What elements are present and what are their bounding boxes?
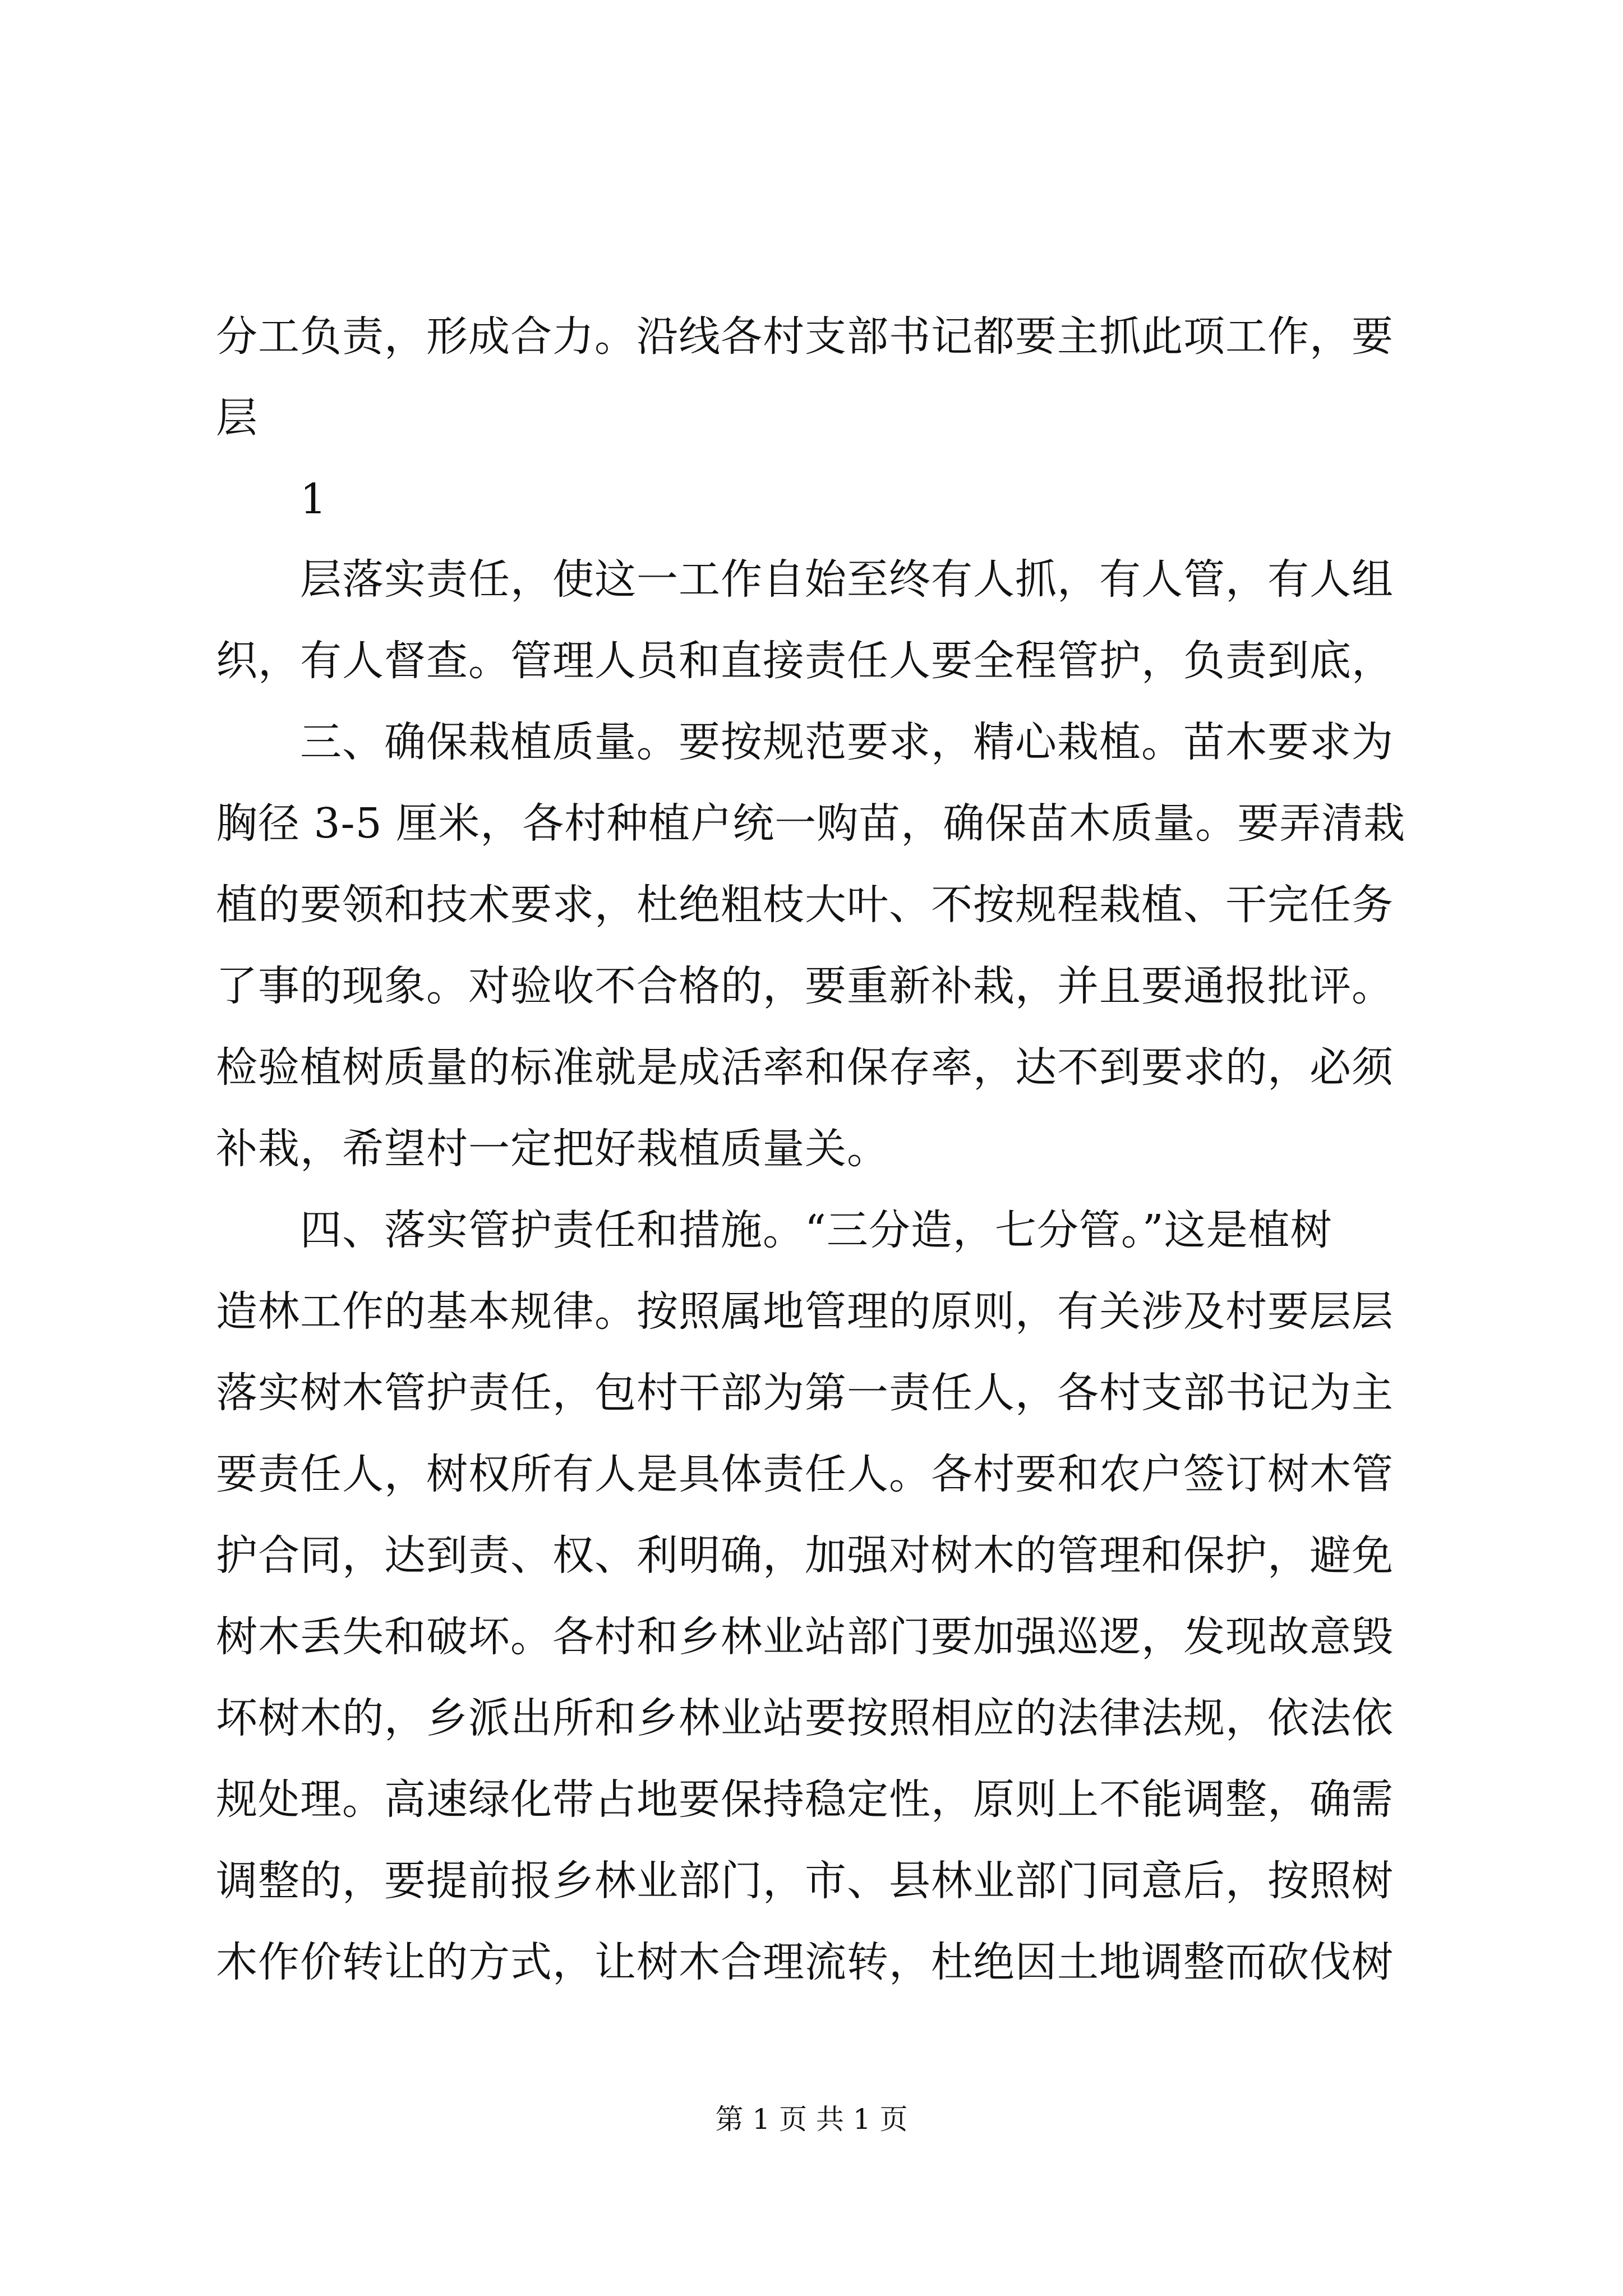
body-line-8: 了事的现象。对验收不合格的，要重新补栽，并且要通报批评。 [216, 962, 1394, 1010]
body-line-6: 胸径 3-5 厘米，各村种植户统一购苗，确保苗木质量。要弄清栽 [216, 799, 1406, 848]
body-line-7: 植的要领和技术要求，杜绝粗枝大叶、不按规程栽植、干完任务 [216, 881, 1394, 929]
body-line-18: 规处理。高速绿化带占地要保持稳定性，原则上不能调整，确需 [216, 1775, 1394, 1824]
body-line-15: 护合同，达到责、权、利明确，加强对树木的管理和保护，避免 [216, 1531, 1394, 1580]
body-line-14: 要责任人，树权所有人是具体责任人。各村要和农户签订树木管 [216, 1450, 1394, 1498]
body-line-13: 落实树木管护责任，包村干部为第一责任人，各村支部书记为主 [216, 1369, 1394, 1417]
body-line-9: 检验植树质量的标准就是成活率和保存率，达不到要求的，必须 [216, 1043, 1394, 1092]
section-four-heading-line: 四、落实管护责任和措施。“三分造，七分管。”这是植树 [300, 1206, 1332, 1254]
body-line-4: 织，有人督查。管理人员和直接责任人要全程管护，负责到底， [216, 637, 1394, 685]
body-line-12: 造林工作的基本规律。按照属地管理的原则，有关涉及村要层层 [216, 1287, 1394, 1336]
body-line-1: 分工负责，形成合力。沿线各村支部书记都要主抓此项工作，要 [216, 312, 1394, 361]
page-number-marker: 1 [300, 475, 328, 523]
body-line-16: 树木丢失和破坏。各村和乡林业站部门要加强巡逻，发现故意毁 [216, 1613, 1394, 1661]
body-line-3: 层落实责任，使这一工作自始至终有人抓，有人管，有人组 [300, 555, 1394, 604]
body-line-2: 层 [216, 394, 258, 442]
body-line-17: 坏树木的，乡派出所和乡林业站要按照相应的法律法规，依法依 [216, 1694, 1394, 1742]
body-line-19: 调整的，要提前报乡林业部门，市、县林业部门同意后，按照树 [216, 1857, 1394, 1905]
body-line-10: 补栽，希望村一定把好栽植质量关。 [216, 1125, 889, 1173]
body-line-20: 木作价转让的方式，让树木合理流转，杜绝因土地调整而砍伐树 [216, 1938, 1394, 1986]
page-footer: 第 1 页 共 1 页 [715, 2103, 908, 2136]
section-three-heading-line: 三、确保栽植质量。要按规范要求，精心栽植。苗木要求为 [300, 718, 1394, 766]
